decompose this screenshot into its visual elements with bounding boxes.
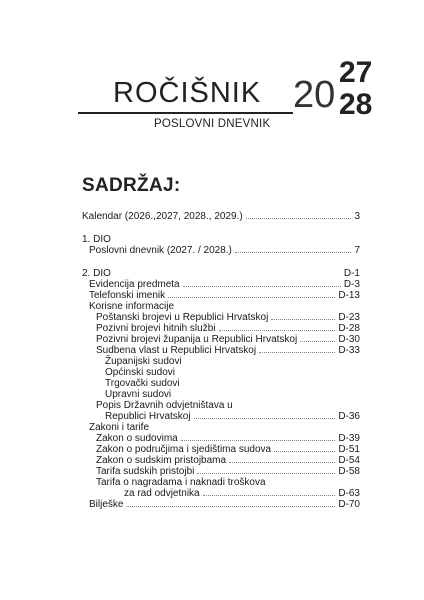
- toc-entry-biljeske: [82, 499, 360, 510]
- toc-entry-telefonski: [82, 290, 360, 301]
- toc-entry-page: D-36: [338, 411, 360, 422]
- document-subtitle: POSLOVNI DNEVNIK: [154, 118, 271, 130]
- toc-entry-label: Tarifa sudskih pristojbi: [96, 466, 195, 477]
- toc-entry-upravni: [82, 389, 360, 400]
- dot-leader: [197, 466, 335, 474]
- toc-entry-label: Zakon o područjima i sjedištima sudova: [96, 444, 272, 455]
- toc-entry-label: Korisne informacije: [89, 301, 175, 312]
- toc-section-dio-1: [82, 234, 360, 245]
- toc-entry-hitnih: [82, 323, 360, 334]
- toc-entry-label: Sudbena vlast u Republici Hrvatskoj: [96, 345, 257, 356]
- toc-entry-label: Republici Hrvatskoj: [105, 411, 191, 422]
- toc-entry-page: D-33: [338, 345, 360, 356]
- document-title: ROČIŠNIK: [113, 77, 262, 109]
- document-header: [0, 0, 424, 140]
- dot-leader: [183, 279, 341, 287]
- toc-entry-tarifa-sudskih: [82, 466, 360, 477]
- toc-entry-label: Pozivni brojevi hitnih službi: [96, 323, 216, 334]
- toc-entry-page: D-54: [338, 455, 360, 466]
- toc-entry-page: D-58: [338, 466, 360, 477]
- toc-entry-page: D-39: [338, 433, 360, 444]
- toc-entry-zakoni: [82, 422, 360, 433]
- toc-entry-label: Zakon o sudskim pristojbama: [96, 455, 227, 466]
- toc-entry-page: D-13: [338, 290, 360, 301]
- toc-entry-page: 3: [354, 211, 360, 222]
- toc-entry-label: Popis Državnih odvjetništava u: [96, 400, 233, 411]
- dot-leader: [246, 211, 352, 219]
- toc-entry-postanski: [82, 312, 360, 323]
- toc-entry-label: Pozivni brojevi županija u Republici Hrvatskoj: [96, 334, 298, 345]
- dot-leader: [181, 433, 336, 441]
- toc-section-dio-2: [82, 268, 360, 279]
- dot-leader: [194, 411, 336, 419]
- dot-leader: [126, 499, 335, 507]
- year-bottom: 28: [339, 88, 373, 121]
- toc-entry-label: Tarifa o nagradama i naknadi troškova: [96, 477, 266, 488]
- toc-entry-label: Telefonski imenik: [89, 290, 166, 301]
- toc-entry-opcinski: [82, 367, 360, 378]
- toc-entry-tarifa-nagradama-cont: [82, 488, 360, 499]
- toc-entry-label: za rad odvjetnika: [124, 488, 200, 499]
- toc-entry-label: Trgovački sudovi: [105, 378, 180, 389]
- toc-entry-label: Zakoni i tarife: [89, 422, 150, 433]
- toc-entry-kalendar: [82, 211, 360, 222]
- toc-entry-label: Upravni sudovi: [105, 389, 172, 400]
- toc-entry-page: D-63: [338, 488, 360, 499]
- toc-entry-page: D-30: [338, 334, 360, 345]
- toc-entry-zakon-pristojbama: [82, 455, 360, 466]
- toc-entry-label: 2. DIO: [82, 268, 111, 279]
- dot-leader: [259, 345, 335, 353]
- toc-heading: SADRŽAJ:: [82, 175, 181, 196]
- toc-entry-label: Poštanski brojevi u Republici Hrvatskoj: [96, 312, 269, 323]
- dot-leader: [203, 488, 336, 496]
- toc-entry-page: 7: [354, 245, 360, 256]
- toc-entry-tarifa-nagradama: [82, 477, 360, 488]
- toc-entry-label: Evidencija predmeta: [89, 279, 180, 290]
- dot-leader: [229, 455, 335, 463]
- dot-leader: [235, 245, 352, 253]
- toc-entry-popis: [82, 400, 360, 411]
- toc-entry-popis-cont: [82, 411, 360, 422]
- toc-entry-zakon-podrucjima: [82, 444, 360, 455]
- year-prefix: 20: [293, 74, 336, 116]
- dot-leader: [300, 334, 335, 342]
- dot-leader: [168, 290, 335, 298]
- toc-entry-label: Poslovni dnevnik (2027. / 2028.): [89, 245, 232, 256]
- toc-entry-poslovni-dnevnik: [82, 245, 360, 256]
- toc-entry-label: Kalendar (2026.,2027, 2028., 2029.): [82, 211, 243, 222]
- toc-entry-zupanijski: [82, 356, 360, 367]
- dot-leader: [219, 323, 336, 331]
- toc-entry-page: D-3: [343, 279, 360, 290]
- title-underline: [78, 112, 293, 114]
- toc-entry-label: Županijski sudovi: [105, 356, 182, 367]
- toc-entry-trgovacki: [82, 378, 360, 389]
- toc-entry-page: D-28: [338, 323, 360, 334]
- toc-entry-zupanija: [82, 334, 360, 345]
- toc-entry-label: Bilješke: [89, 499, 124, 510]
- toc-entry-page: D-70: [338, 499, 360, 510]
- toc-entry-label: Općinski sudovi: [105, 367, 176, 378]
- toc-entry-page: D-23: [338, 312, 360, 323]
- dot-leader: [274, 444, 335, 452]
- dot-leader: [271, 312, 335, 320]
- toc-entry-sudbena: [82, 345, 360, 356]
- year-top: 27: [339, 56, 373, 89]
- toc-entry-label: 1. DIO: [82, 234, 111, 245]
- toc-entry-zakon-sudovima: [82, 433, 360, 444]
- toc-entry-label: Zakon o sudovima: [96, 433, 178, 444]
- toc-entry-korisne: [82, 301, 360, 312]
- toc-entry-evidencija: [82, 279, 360, 290]
- table-of-contents: [82, 211, 360, 510]
- toc-entry-page: D-51: [338, 444, 360, 455]
- toc-entry-page: D-1: [343, 268, 360, 279]
